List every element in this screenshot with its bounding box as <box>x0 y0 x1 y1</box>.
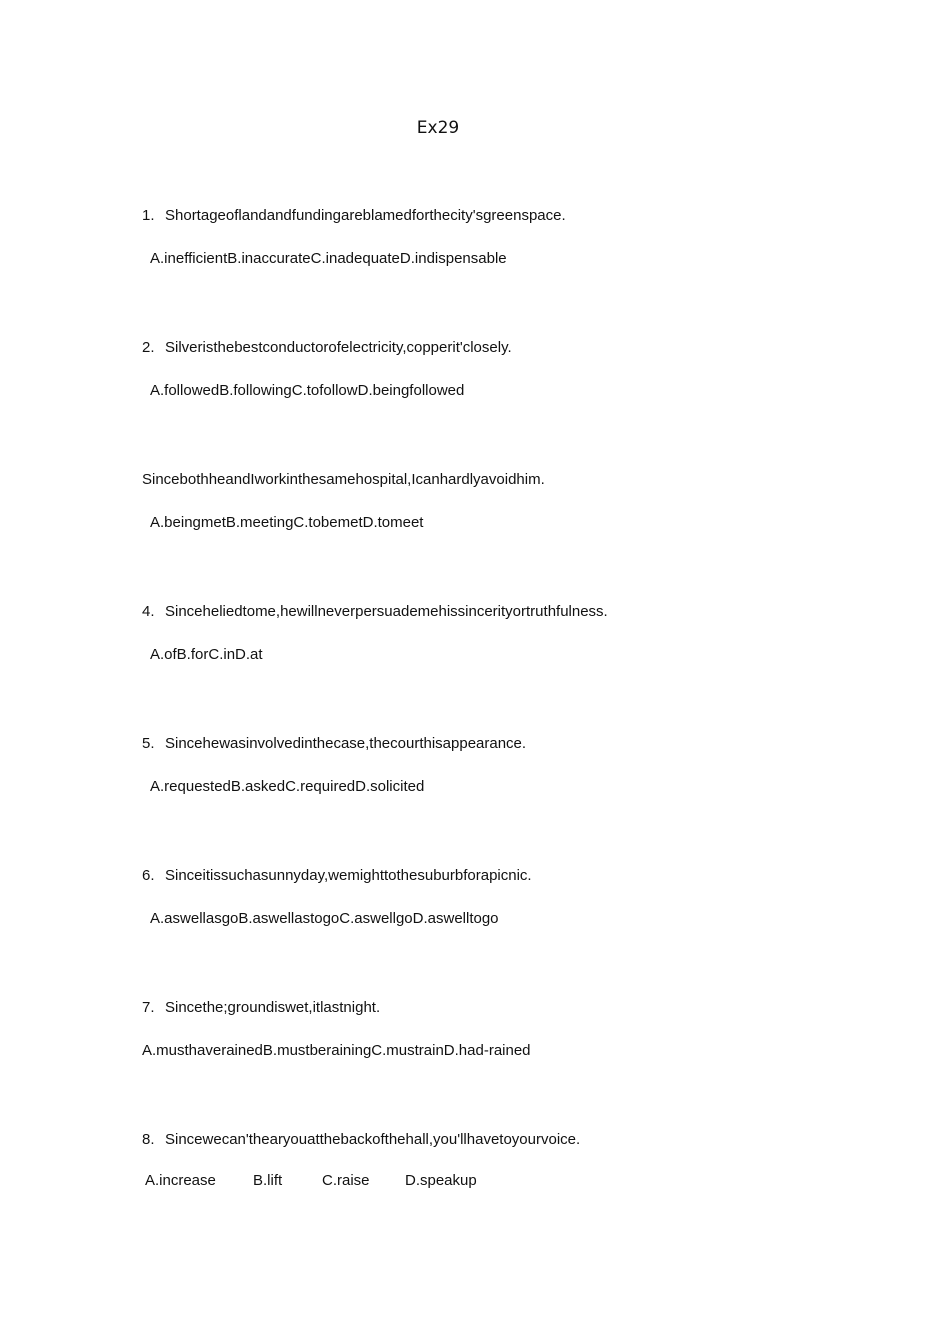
question-8-option-d: D.speakup <box>405 1172 477 1189</box>
question-6-options: A.aswellasgoB.aswellastogoC.aswellgoD.aswelltogo <box>150 910 499 927</box>
question-4-stem <box>142 603 608 620</box>
question-6-stem <box>142 867 532 884</box>
question-text: Sinceheliedtome,hewillneverpersuademehissincerityortruthfulness. <box>165 603 608 620</box>
question-text: Shortageoflandandfundingareblamedforthecity'sgreenspace. <box>165 207 566 224</box>
question-text: Sinceitissuchasunnyday,wemighttothesuburbforapicnic. <box>165 867 532 884</box>
question-number: 5. <box>142 735 155 752</box>
page-title: Ex29 <box>416 118 460 138</box>
question-text: Sincewecan'thearyouatthebackofthehall,you'llhavetoyourvoice. <box>165 1131 581 1148</box>
question-8-stem <box>142 1131 580 1148</box>
question-text: Silveristhebestconductorofelectricity,copperit'closely. <box>165 339 512 356</box>
question-5-stem <box>142 735 526 752</box>
question-3-stem <box>142 471 545 488</box>
question-number: 2. <box>142 339 155 356</box>
question-8-option-c: C.raise <box>322 1172 370 1189</box>
question-number: 6. <box>142 867 155 884</box>
question-7-options: A.musthaverainedB.mustberainingC.mustrainD.had-rained <box>142 1042 531 1059</box>
question-3-options: A.beingmetB.meetingC.tobemetD.tomeet <box>150 514 424 531</box>
question-text: SincebothheandIworkinthesamehospital,Icanhardlyavoidhim. <box>142 471 545 488</box>
question-2-options: A.followedB.followingC.tofollowD.beingfollowed <box>150 382 465 399</box>
question-number: 8. <box>142 1131 155 1148</box>
question-text: Sincethe;groundiswet,itlastnight. <box>165 999 381 1016</box>
question-number: 4. <box>142 603 155 620</box>
question-2-stem <box>142 339 512 356</box>
question-number: 7. <box>142 999 155 1016</box>
question-1-stem <box>142 207 566 224</box>
question-5-options: A.requestedB.askedC.requiredD.solicited <box>150 778 425 795</box>
question-8-option-a: A.increase <box>145 1172 216 1189</box>
question-7-stem <box>142 999 380 1016</box>
question-1-options: A.inefficientB.inaccurateC.inadequateD.indispensable <box>150 250 507 267</box>
question-text: Sincehewasinvolvedinthecase,thecourthisappearance. <box>165 735 527 752</box>
question-8-option-b: B.lift <box>253 1172 283 1189</box>
question-number: 1. <box>142 207 155 224</box>
question-4-options: A.ofB.forC.inD.at <box>150 646 263 663</box>
